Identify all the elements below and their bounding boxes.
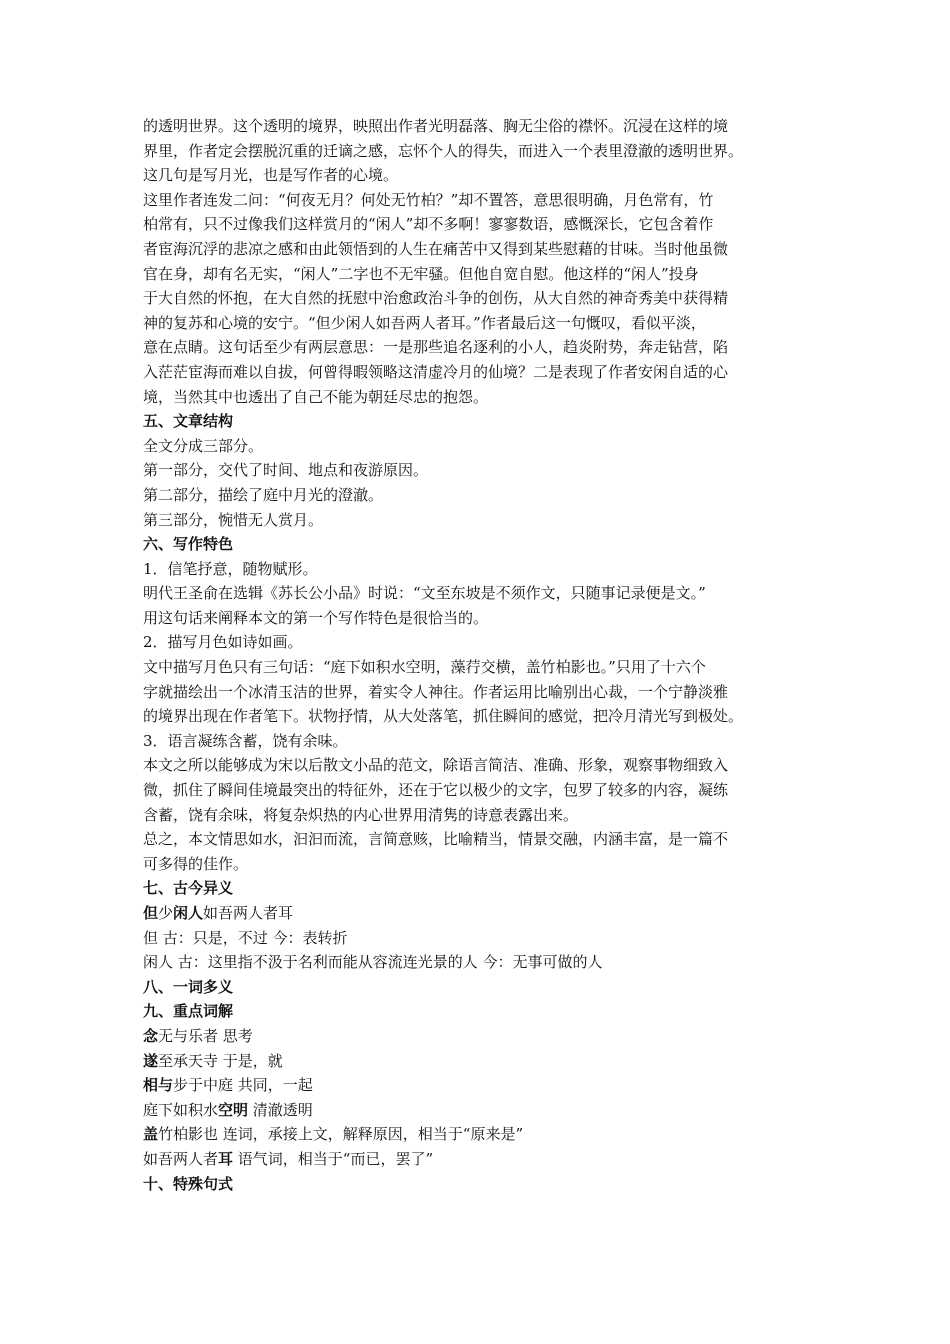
bold-term: 但 <box>143 904 159 922</box>
text-line: 这里作者连发二问：“何夜无月？何处无竹柏？”却不置答，意思很明确，月色常有，竹 <box>143 190 714 209</box>
section-ancient-modern-meanings <box>143 876 815 974</box>
section-writing-features <box>143 532 815 876</box>
text-line: 的境界出现在作者笔下。状物抒情，从大处落笔，抓住瞬间的感觉，把冷月清光写到极处。 <box>143 707 744 726</box>
text-line: 柏常有，只不过像我们这样赏月的“闲人”却不多啊！寥寥数语，感慨深长，它包含着作 <box>143 215 714 234</box>
section-heading: 八、一词多义 <box>143 977 234 996</box>
text-line: 全文分成三部分。 <box>143 436 264 455</box>
word-post: 竹柏影也 连词，承接上文，解释原因，相当于“原来是” <box>158 1125 524 1144</box>
term-text: 少 <box>158 904 174 922</box>
bold-term: 念 <box>143 1026 159 1045</box>
section-heading: 七、古今异义 <box>143 879 234 898</box>
text-line: 1．信笔抒意，随物赋形。 <box>143 559 318 578</box>
section-heading: 六、写作特色 <box>143 535 234 554</box>
section-polysemy <box>143 975 815 1000</box>
word-item <box>143 1024 815 1049</box>
text-line: 字就描绘出一个冰清玉洁的世界，着实令人神往。作者运用比喻别出心裁，一个宁静淡雅 <box>143 682 729 701</box>
word-item <box>143 1073 815 1098</box>
bold-term: 耳 <box>218 1149 234 1168</box>
text-line: 界里，作者定会摆脱沉重的迁谪之感，忘怀个人的得失，而进入一个表里澄澈的透明世界。 <box>143 141 744 160</box>
text-line: 可多得的佳作。 <box>143 854 249 873</box>
document-page <box>143 114 815 1196</box>
text-line: 入茫茫宦海而难以自拔，何曾得暇领略这清虚冷月的仙境？二是表现了作者安闲自适的心 <box>143 362 729 381</box>
word-post: 语气词，相当于“而已，罢了” <box>233 1149 434 1168</box>
text-line: 含蓄，饶有余味，将复杂炽热的内心世界用清隽的诗意表露出来。 <box>143 805 579 824</box>
text-line: 2．描写月色如诗如画。 <box>143 633 303 652</box>
word-pre: 庭下如积水 <box>143 1100 219 1119</box>
text-line: 意在点睛。这句话至少有两层意思：一是那些追名逐利的小人，趋炎附势，奔走钻营，陷 <box>143 338 729 357</box>
section-special-sentences <box>143 1172 815 1197</box>
word-post: 无与乐者 思考 <box>158 1026 253 1045</box>
bold-term: 闲人 <box>173 904 204 922</box>
text-line: 本文之所以能够成为宋以后散文小品的范文，除语言简洁、准确、形象，观察事物细致入 <box>143 756 729 775</box>
term-text: 如吾两人者耳 <box>203 904 294 922</box>
text-line: 但 古：只是，不过 今：表转折 <box>143 928 348 947</box>
word-post: 清澈透明 <box>248 1100 313 1119</box>
text-line: 于大自然的怀抱，在大自然的抚慰中治愈政治斗争的创伤，从大自然的神奇秀美中获得精 <box>143 289 729 308</box>
intro-paragraphs <box>143 114 815 409</box>
text-line: 总之，本文情思如水，汩汩而流，言简意赅，比喻精当，情景交融，内涵丰富，是一篇不 <box>143 830 729 849</box>
text-line: 明代王圣俞在选辑《苏长公小品》时说：“文至东坡是不须作文，只随事记录便是文。” <box>143 584 706 603</box>
text-line: 第三部分，惋惜无人赏月。 <box>143 510 324 529</box>
bold-term: 相与 <box>143 1076 174 1095</box>
text-line: 文中描写月色只有三句话：“庭下如积水空明，藻荇交横，盖竹柏影也。”只用了十六个 <box>143 658 706 677</box>
bold-term: 遂 <box>143 1051 159 1070</box>
word-item <box>143 1147 815 1172</box>
word-pre: 如吾两人者 <box>143 1149 219 1168</box>
text-line: 用这句话来阐释本文的第一个写作特色是很恰当的。 <box>143 608 489 627</box>
section-heading: 九、重点词解 <box>143 1002 234 1021</box>
text-line: 这几句是写月光，也是写作者的心境。 <box>143 166 399 185</box>
text-line: 的透明世界。这个透明的境界，映照出作者光明磊落、胸无尘俗的襟怀。沉浸在这样的境 <box>143 117 729 135</box>
word-item <box>143 1122 815 1147</box>
section-structure <box>143 409 815 532</box>
word-item <box>143 1049 815 1074</box>
text-line: 微，抓住了瞬间佳境最突出的特征外，还在于它以极少的文字，包罗了较多的内容，凝练 <box>143 781 729 800</box>
text-line: 官在身，却有名无实，“闲人”二字也不无牢骚。但他自宽自慰。他这样的“闲人”投身 <box>143 264 699 283</box>
text-line: 3．语言凝练含蓄，饶有余味。 <box>143 731 348 750</box>
text-line: 神的复苏和心境的安宁。“但少闲人如吾两人者耳。”作者最后这一句慨叹，看似平淡， <box>143 313 706 332</box>
text-line: 闲人 古：这里指不汲于名利而能从容流连光景的人 今：无事可做的人 <box>143 953 603 972</box>
text-line: 境，当然其中也透出了自己不能为朝廷尽忠的抱怨。 <box>143 387 489 406</box>
word-post: 步于中庭 共同，一起 <box>173 1076 313 1095</box>
bold-term: 盖 <box>143 1125 159 1144</box>
text-line: 第二部分，描绘了庭中月光的澄澈。 <box>143 485 384 504</box>
section-heading: 十、特殊句式 <box>143 1174 234 1193</box>
section-key-words <box>143 999 815 1171</box>
word-item <box>143 1098 815 1123</box>
text-line: 第一部分，交代了时间、地点和夜游原因。 <box>143 461 429 480</box>
section-heading: 五、文章结构 <box>143 412 234 431</box>
bold-term: 空明 <box>218 1100 249 1119</box>
example-sentence <box>143 901 815 926</box>
text-line: 者宦海沉浮的悲凉之感和由此领悟到的人生在痛苦中又得到某些慰藉的甘味。当时他虽微 <box>143 239 729 258</box>
word-post: 至承天寺 于是，就 <box>158 1051 283 1070</box>
